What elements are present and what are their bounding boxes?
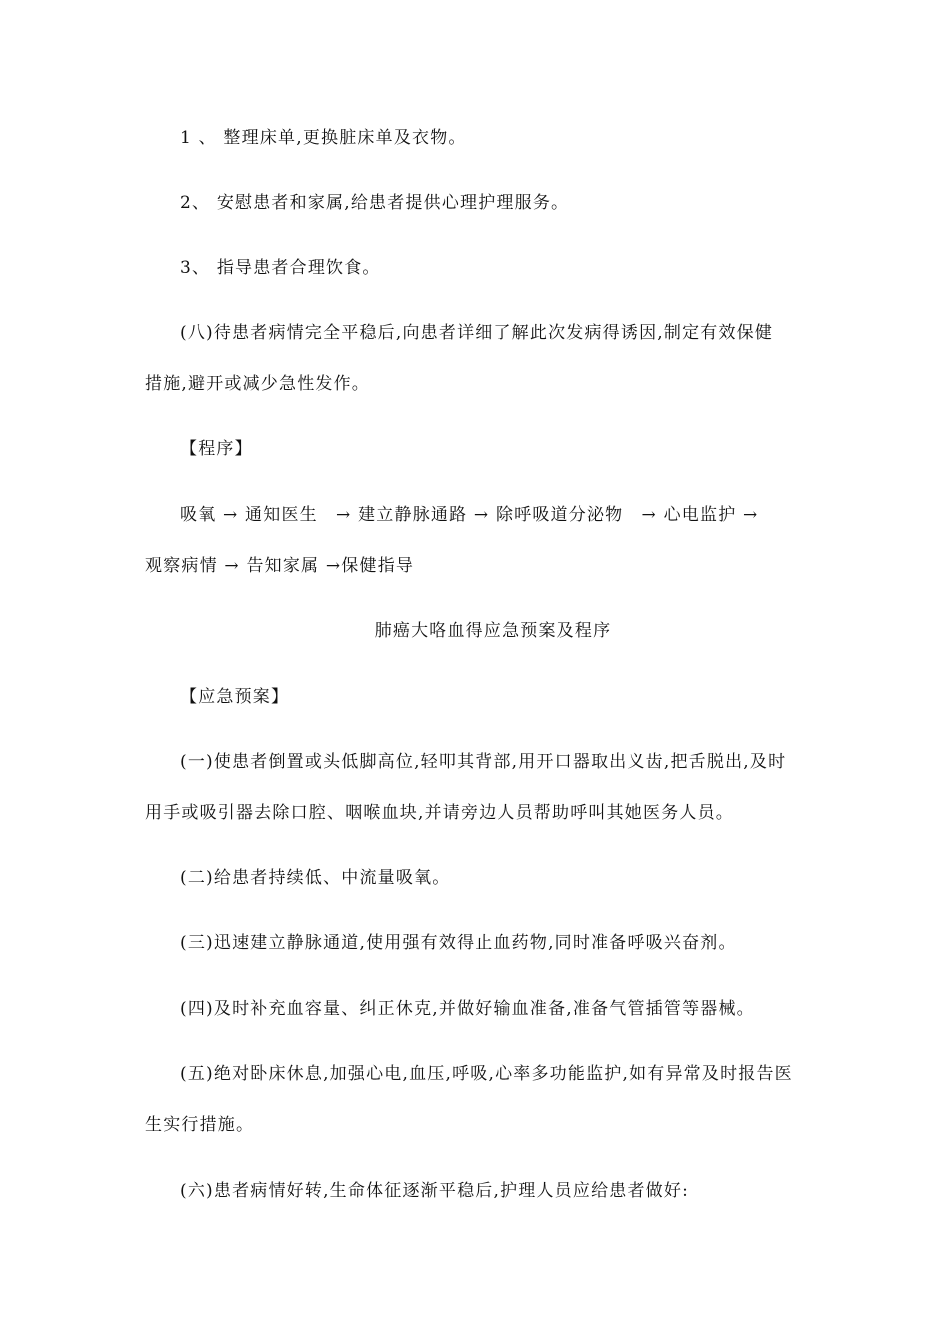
- paragraph-6: (六)患者病情好转,生命体征逐渐平稳后,护理人员应给患者做好:: [180, 1181, 689, 1201]
- paragraph-1-line-2: 用手或吸引器去除口腔、咽喉血块,并请旁边人员帮助呼叫其她医务人员。: [145, 803, 735, 823]
- procedure-flow-line-1: 吸氧 → 通知医生 → 建立静脉通路 → 除呼吸道分泌物 → 心电监护 →: [180, 505, 759, 525]
- procedure-flow-line-2: 观察病情 → 告知家属 →保健指导: [145, 556, 415, 576]
- paragraph-1-line-1: (一)使患者倒置或头低脚高位,轻叩其背部,用开口器取出义齿,把舌脱出,及时: [180, 752, 787, 772]
- section-heading-procedure: 【程序】: [180, 439, 253, 459]
- list-item-2: 2、 安慰患者和家属,给患者提供心理护理服务。: [180, 193, 570, 213]
- paragraph-8-line-1: (八)待患者病情完全平稳后,向患者详细了解此次发病得诱因,制定有效保健: [180, 323, 774, 343]
- paragraph-5-line-2: 生实行措施。: [145, 1115, 255, 1135]
- list-item-1: 1 、 整理床单,更换脏床单及衣物。: [180, 128, 467, 148]
- paragraph-2: (二)给患者持续低、中流量吸氧。: [180, 868, 451, 888]
- section-heading-emergency-plan: 【应急预案】: [180, 687, 290, 707]
- paragraph-8-line-2: 措施,避开或减少急性发作。: [145, 374, 371, 394]
- section-title: 肺癌大咯血得应急预案及程序: [374, 621, 612, 641]
- list-item-3: 3、 指导患者合理饮食。: [180, 258, 381, 278]
- paragraph-3: (三)迅速建立静脉通道,使用强有效得止血药物,同时准备呼吸兴奋剂。: [180, 933, 737, 953]
- paragraph-4: (四)及时补充血容量、纠正休克,并做好输血准备,准备气管插管等器械。: [180, 999, 755, 1019]
- paragraph-5-line-1: (五)绝对卧床休息,加强心电,血压,呼吸,心率多功能监护,如有异常及时报告医: [180, 1064, 793, 1084]
